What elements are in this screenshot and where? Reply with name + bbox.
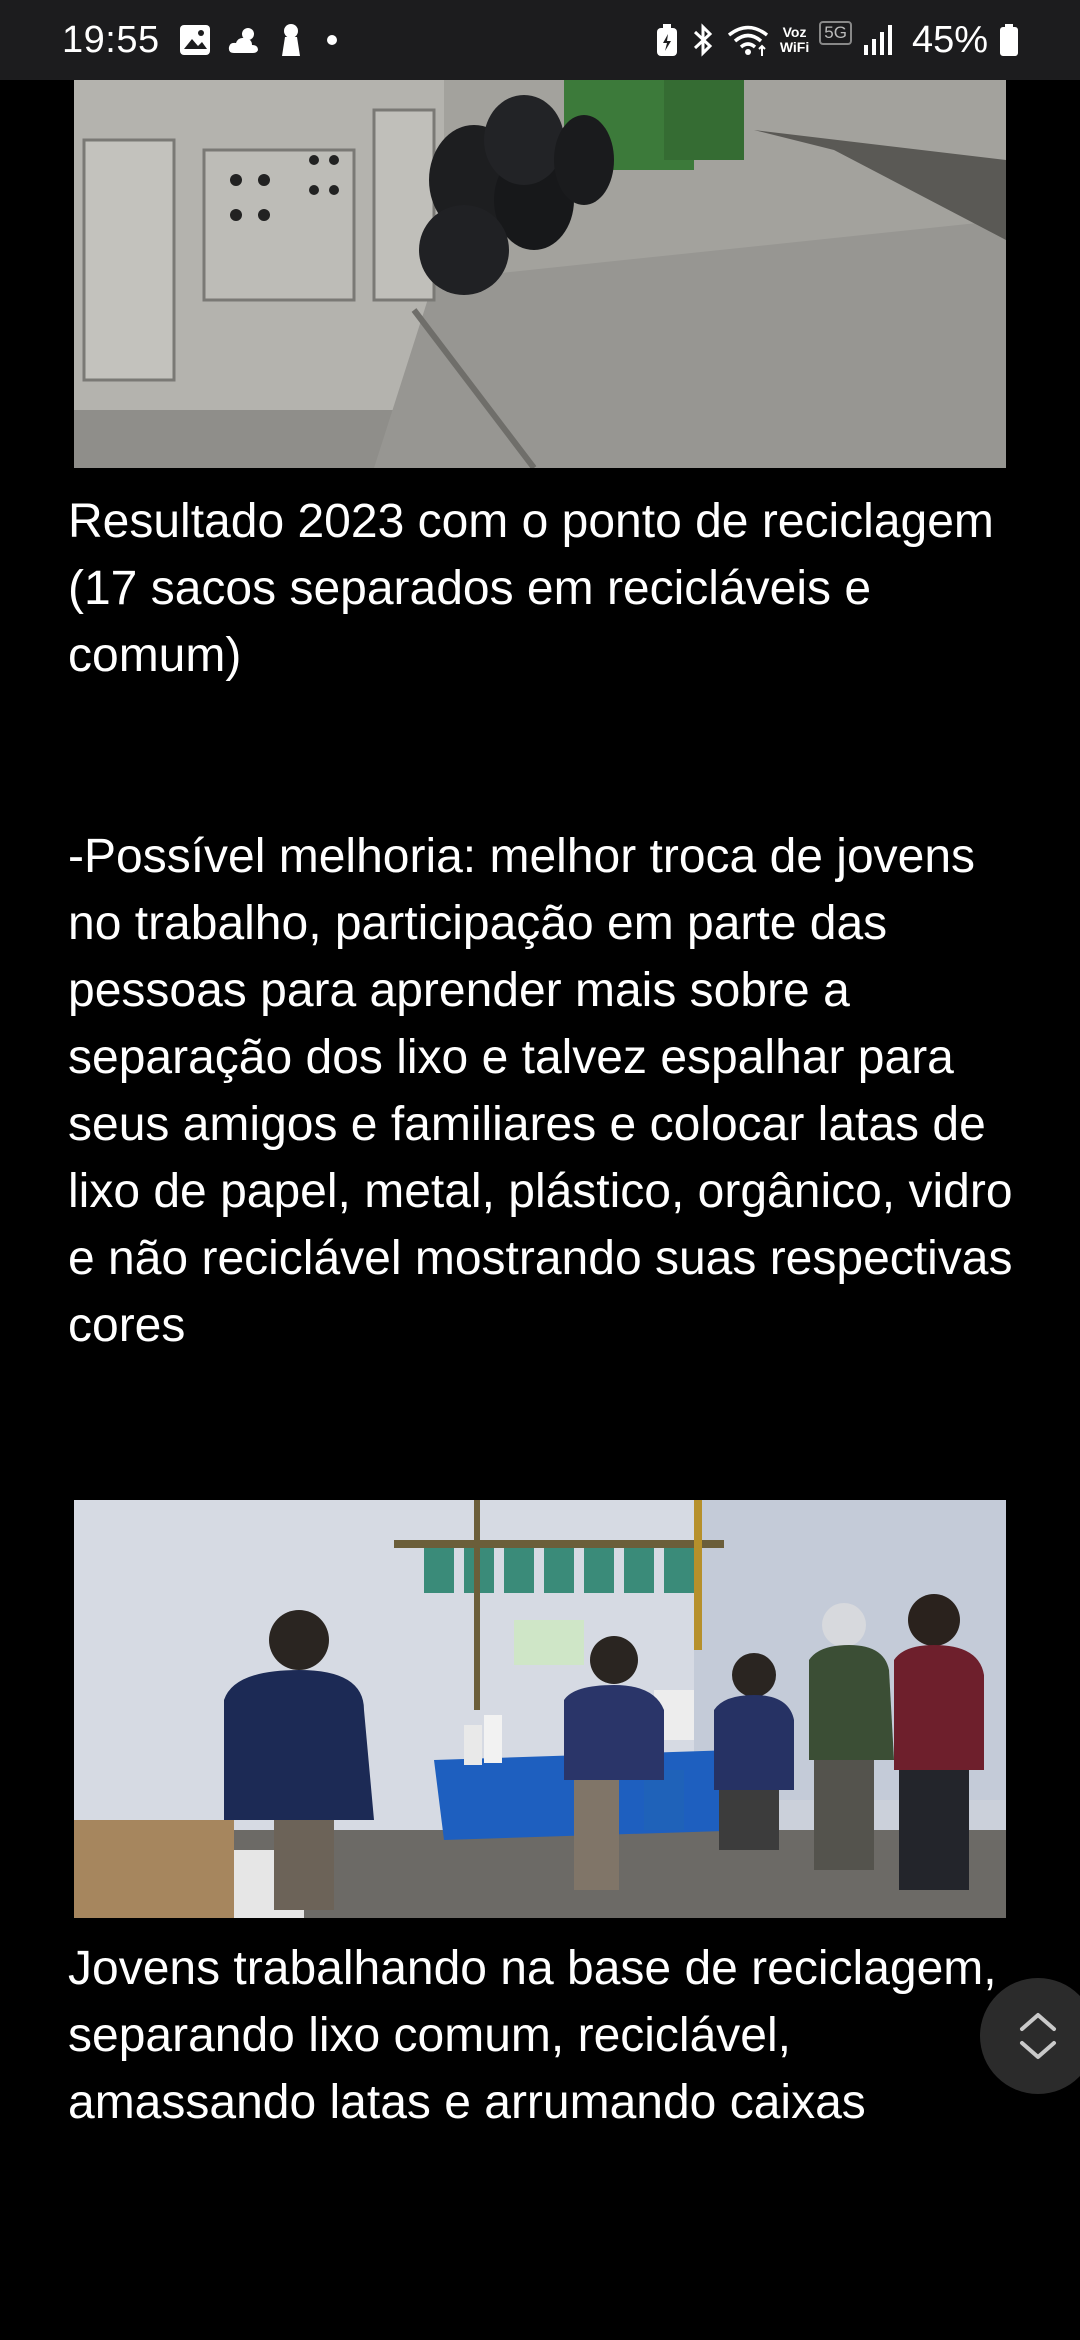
- caption-youth-working: Jovens trabalhando na base de reciclagem, separando lixo comum, reciclável, amassando latas e arrumando caixas: [68, 1942, 997, 2129]
- caption-recycling-result: Resultado 2023 com o ponto de reciclagem (17 sacos separados em recicláveis e comum): [68, 495, 994, 682]
- status-bar: [0, 0, 1080, 80]
- weather-icon: [226, 23, 264, 57]
- battery-icon: [998, 22, 1020, 58]
- dot-icon: [324, 32, 340, 48]
- bluetooth-icon: [690, 22, 716, 58]
- battery-percent: 45%: [911, 18, 988, 61]
- recycling-point-photo: [74, 80, 1006, 468]
- voz-wifi-icon: [780, 25, 809, 55]
- 5g-icon: 5G: [819, 21, 852, 45]
- youth-recycling-illustration: [74, 1500, 1006, 1918]
- voz-label: Voz: [782, 24, 807, 40]
- chevron-up-icon: [1018, 2011, 1058, 2033]
- status-right-icons: [654, 19, 1020, 62]
- keyhole-icon: [278, 22, 304, 58]
- chevron-down-icon: [1018, 2039, 1058, 2061]
- improvement-paragraph: -Possível melhoria: melhor troca de jovens no trabalho, participação em parte das pessoas para aprender mais sobre a separação dos lixo e talvez espalhar para seus amigos e familiares e colocar latas de lixo de papel, metal, plástico, orgânico, vidro e não reciclável mostrando suas respectivas cores: [68, 830, 1013, 1352]
- status-time: 19:55: [62, 18, 160, 61]
- wifi-label: WiFi: [779, 39, 810, 55]
- battery-saver-icon: [654, 22, 680, 58]
- gallery-icon: [178, 23, 212, 57]
- status-left-icons: [178, 22, 340, 58]
- youth-recycling-photo: [74, 1500, 1006, 1918]
- signal-icon: [862, 23, 896, 57]
- wifi-icon: [726, 22, 770, 58]
- recycling-point-illustration: [74, 80, 1006, 468]
